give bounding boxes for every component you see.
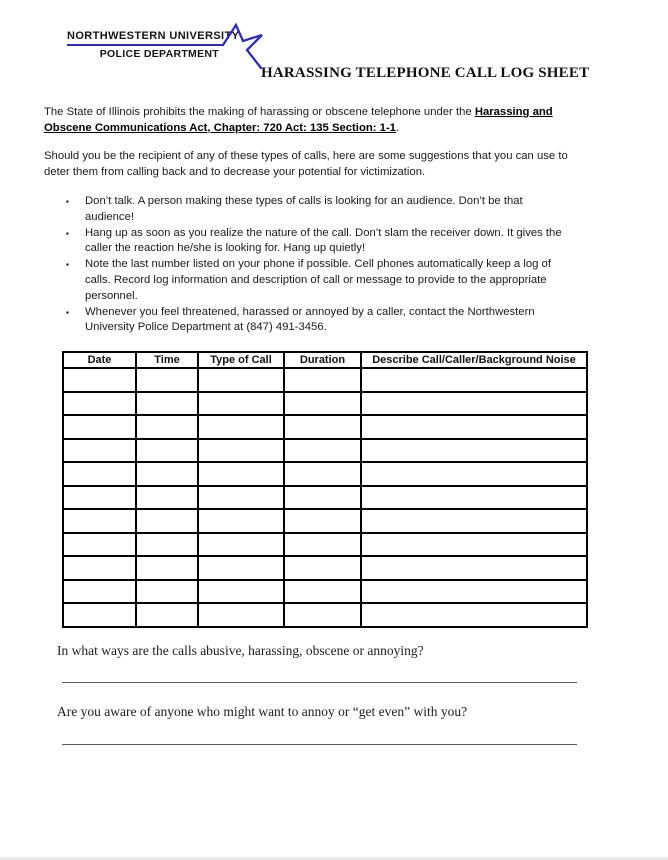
table-cell-empty <box>361 415 587 439</box>
table-cell-empty <box>198 509 284 533</box>
table-row <box>63 509 587 533</box>
table-cell-empty <box>361 556 587 580</box>
table-cell-empty <box>136 556 198 580</box>
table-cell-empty <box>198 603 284 627</box>
table-cell-empty <box>63 462 136 486</box>
table-cell-empty <box>198 439 284 463</box>
table-cell-empty <box>361 368 587 392</box>
column-header-date: Date <box>63 352 136 368</box>
bullet-icon: ▪ <box>66 197 69 206</box>
table-cell-empty <box>284 439 361 463</box>
table-cell-empty <box>63 580 136 604</box>
table-row <box>63 415 587 439</box>
table-row <box>63 580 587 604</box>
table-cell-empty <box>63 556 136 580</box>
table-cell-empty <box>284 392 361 416</box>
table-cell-empty <box>136 392 198 416</box>
table-row <box>63 439 587 463</box>
table-cell-empty <box>284 556 361 580</box>
table-cell-empty <box>361 603 587 627</box>
table-cell-empty <box>63 439 136 463</box>
list-item <box>66 226 571 258</box>
list-item-text: Don’t talk. A person making these types of calls is looking for an audience. Don’t be that audience! <box>85 195 523 223</box>
table-header-row <box>63 352 587 368</box>
table-cell-empty <box>198 580 284 604</box>
intro-paragraph-law <box>44 105 586 136</box>
answer-line <box>62 682 577 683</box>
table-cell-empty <box>361 580 587 604</box>
list-item <box>66 305 571 337</box>
table-row <box>63 603 587 627</box>
table-cell-empty <box>284 462 361 486</box>
list-item-text: Whenever you feel threatened, harassed or annoyed by a caller, contact the Northwestern University Police Department at (847) 491-3456. <box>85 305 535 334</box>
table-cell-empty <box>136 533 198 557</box>
list-item-text: Note the last number listed on your phone if possible. Cell phones automatically keep a log of calls. Record log information and description of call or message to provide to the appropriate personnel. <box>85 258 551 302</box>
table-cell-empty <box>284 415 361 439</box>
table-cell-empty <box>63 415 136 439</box>
logo-university-name: NORTHWESTERN UNIVERSITY <box>67 30 240 42</box>
intro-paragraph-law-text: The State of Illinois prohibits the making of harassing or obscene telephone under the <box>44 106 475 118</box>
list-item <box>66 194 571 226</box>
table-row <box>63 368 587 392</box>
bullet-icon: ▪ <box>66 228 69 238</box>
law-citation: Harassing and Obscene Communications Act, Chapter: 720 Act: 135 Section: 1-1 <box>44 106 553 134</box>
table-cell-empty <box>361 439 587 463</box>
table-cell-empty <box>63 603 136 627</box>
bullet-icon: ▪ <box>66 307 69 317</box>
suggestions-list <box>66 194 571 336</box>
table-cell-empty <box>198 415 284 439</box>
column-header-time: Time <box>136 352 198 368</box>
table-cell-empty <box>361 533 587 557</box>
table-cell-empty <box>284 533 361 557</box>
table-cell-empty <box>136 368 198 392</box>
table-cell-empty <box>198 533 284 557</box>
table-cell-empty <box>198 556 284 580</box>
table-row <box>63 462 587 486</box>
intro-paragraph-suggestions: Should you be the recipient of any of these types of calls, here are some suggestions that you can use to deter them from calling back and to decrease your potential for victimization. <box>44 150 568 178</box>
question-abusive-ways: In what ways are the calls abusive, harassing, obscene or annoying? <box>57 643 424 658</box>
table-cell-empty <box>198 486 284 510</box>
table-cell-empty <box>284 580 361 604</box>
intro-paragraph-law-period: . <box>395 121 400 134</box>
answer-line <box>62 744 577 745</box>
star-icon <box>220 22 267 72</box>
table-cell-empty <box>63 509 136 533</box>
logo-department-name: POLICE DEPARTMENT <box>99 48 219 60</box>
table-cell-empty <box>136 486 198 510</box>
column-header-type-of-call: Type of Call <box>198 352 284 368</box>
table-cell-empty <box>284 603 361 627</box>
table-cell-empty <box>136 603 198 627</box>
table-cell-empty <box>63 533 136 557</box>
column-header-duration: Duration <box>284 352 361 368</box>
bullet-icon: ▪ <box>66 260 69 270</box>
table-cell-empty <box>63 368 136 392</box>
question-get-even: Are you aware of anyone who might want to annoy or “get even” with you? <box>57 704 468 719</box>
list-item-text: Hang up as soon as you realize the nature of the call. Don’t slam the receiver down. It gives the caller the reaction he/she is looking for. Hang up quietly! <box>85 226 562 255</box>
table-cell-empty <box>198 368 284 392</box>
call-log-table <box>62 351 588 628</box>
table-cell-empty <box>198 462 284 486</box>
table-cell-empty <box>63 392 136 416</box>
table-cell-empty <box>198 392 284 416</box>
table-cell-empty <box>361 486 587 510</box>
table-row <box>63 392 587 416</box>
table-cell-empty <box>63 486 136 510</box>
table-row <box>63 556 587 580</box>
table-cell-empty <box>136 439 198 463</box>
table-row <box>63 486 587 510</box>
table-row <box>63 533 587 557</box>
table-cell-empty <box>284 509 361 533</box>
table-cell-empty <box>136 509 198 533</box>
table-cell-empty <box>136 415 198 439</box>
table-cell-empty <box>136 462 198 486</box>
table-cell-empty <box>361 509 587 533</box>
table-cell-empty <box>361 462 587 486</box>
logo-underline-rule <box>67 44 222 46</box>
column-header-describe: Describe Call/Caller/Background Noise <box>361 352 587 368</box>
table-cell-empty <box>284 368 361 392</box>
list-item <box>66 257 571 304</box>
table-cell-empty <box>361 392 587 416</box>
table-cell-empty <box>284 486 361 510</box>
table-cell-empty <box>136 580 198 604</box>
page-title: HARASSING TELEPHONE CALL LOG SHEET <box>261 65 590 81</box>
